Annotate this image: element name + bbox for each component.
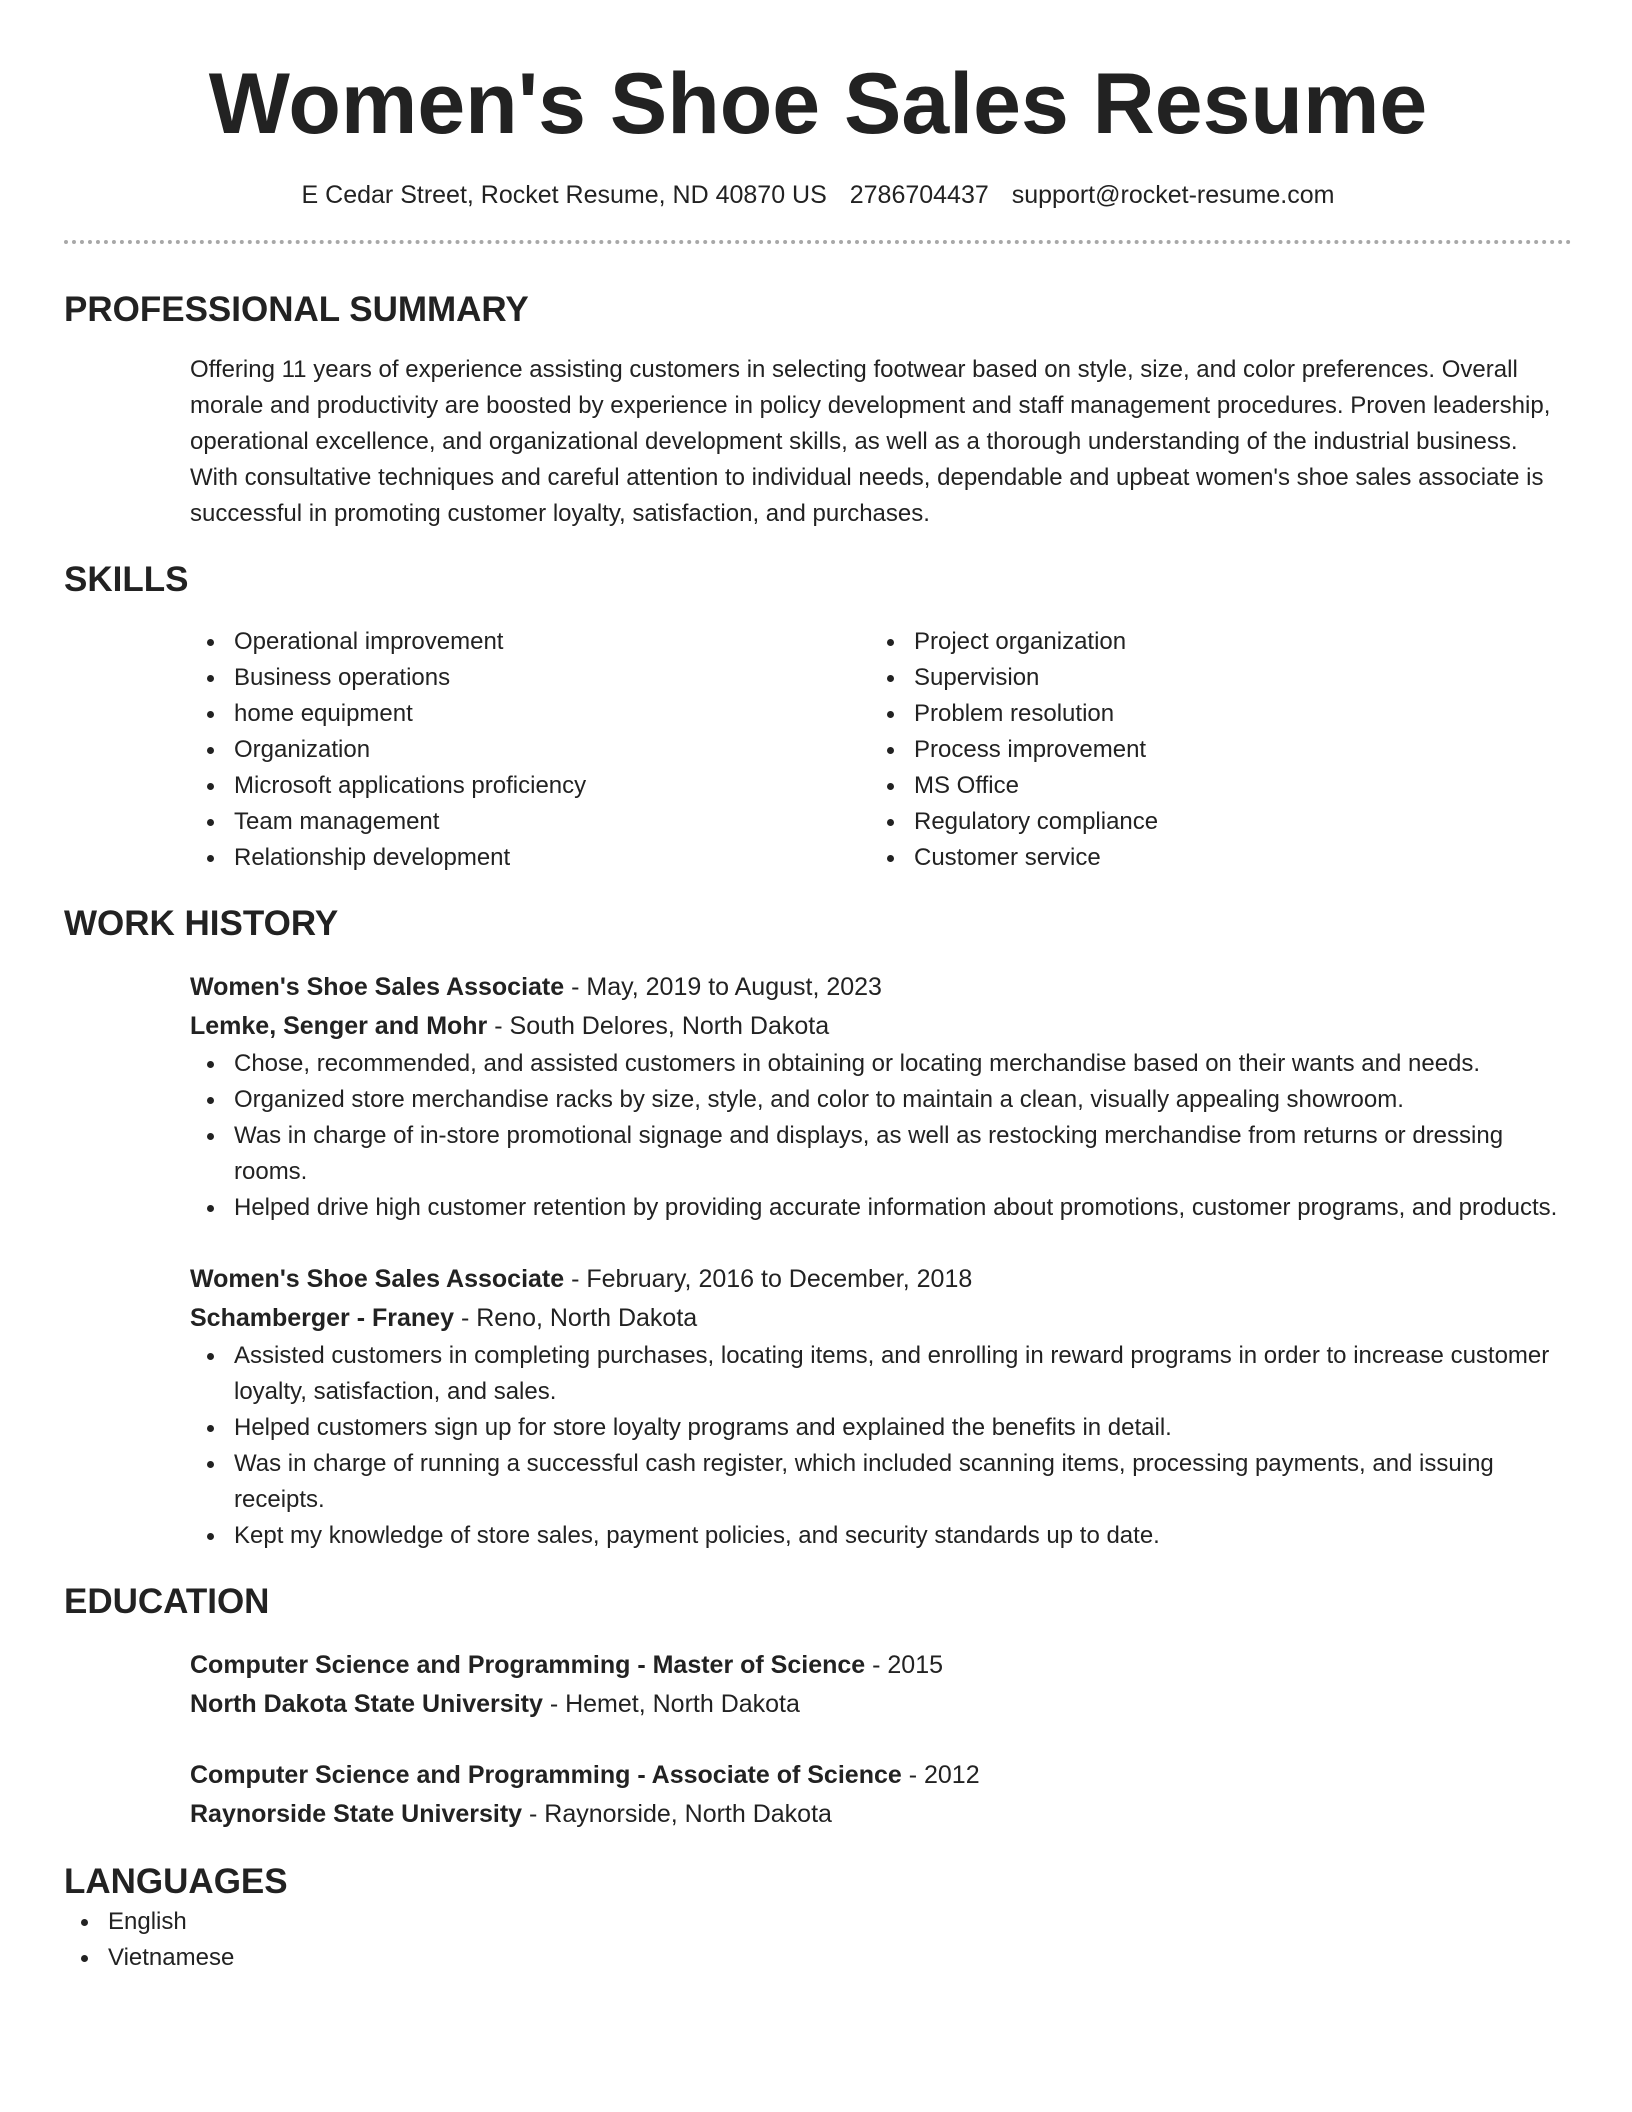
education-degree: Computer Science and Programming - Master of Science [190, 1651, 866, 1679]
job-entry [190, 1260, 1572, 1554]
summary-text: Offering 11 years of experience assisting customers in selecting footwear based on style, size, and color preferences. Overall morale and productivity are boosted by experience in policy development and staff management procedures. Proven leadership, operational excellence, and organizational development skills, as well as a thorough understanding of the industrial business. With consultative techniques and careful attention to individual needs, dependable and upbeat women's shoe sales associate is successful in promoting customer loyalty, satisfaction, and purchases. [190, 356, 1551, 527]
skill-item: Regulatory compliance [870, 804, 1550, 840]
education-school: Raynorside State University [190, 1800, 523, 1828]
education-degree: Computer Science and Programming - Associate of Science [190, 1761, 902, 1789]
skill-item: Problem resolution [870, 696, 1550, 732]
job-bullet: Helped drive high customer retention by providing accurate information about promotions, customer programs, and products. [190, 1190, 1572, 1226]
skill-item: Microsoft applications proficiency [190, 768, 870, 804]
skill-item: Operational improvement [190, 624, 870, 660]
education-entry [190, 1756, 1572, 1834]
language-list [64, 1904, 1572, 1976]
job-bullet: Was in charge of running a successful cash register, which included scanning items, processing payments, and issuing receipts. [190, 1446, 1572, 1518]
skills-column-right [870, 624, 1550, 876]
job-role-line [190, 1260, 1572, 1299]
skill-item: Business operations [190, 660, 870, 696]
job-entry [190, 968, 1572, 1226]
education-location: - Hemet, North Dakota [542, 1690, 800, 1718]
job-role: Women's Shoe Sales Associate [190, 973, 565, 1001]
job-bullet: Organized store merchandise racks by size, style, and color to maintain a clean, visually appealing showroom. [190, 1082, 1572, 1118]
job-location: - South Delores, North Dakota [487, 1012, 830, 1040]
education-entry [190, 1646, 1572, 1724]
language-item: English [64, 1904, 1572, 1940]
skill-item: Project organization [870, 624, 1550, 660]
education-school: North Dakota State University [190, 1690, 543, 1718]
education-year: - 2015 [865, 1651, 944, 1679]
resume-page [64, 0, 1572, 1976]
job-dates: - May, 2019 to August, 2023 [564, 973, 882, 1001]
job-company: Schamberger - Franey [190, 1304, 454, 1332]
skill-item: Organization [190, 732, 870, 768]
section-education [64, 1580, 1572, 1834]
section-title-education: EDUCATION [64, 1582, 270, 1621]
section-work-history [64, 902, 1572, 1554]
skills-column-left [190, 624, 870, 876]
job-company-line [190, 1007, 1572, 1046]
section-languages [64, 1860, 1572, 1976]
education-degree-line [190, 1756, 1572, 1795]
skill-item: Team management [190, 804, 870, 840]
skill-item: Customer service [870, 840, 1550, 876]
section-skills [64, 558, 1572, 876]
skill-item: Relationship development [190, 840, 870, 876]
job-bullet: Kept my knowledge of store sales, payment policies, and security standards up to date. [190, 1518, 1572, 1554]
header-divider [64, 240, 1572, 244]
education-degree-line [190, 1646, 1572, 1685]
skills-grid [190, 624, 1572, 876]
job-role-line [190, 968, 1572, 1007]
skill-item: MS Office [870, 768, 1550, 804]
job-bullets [190, 1338, 1572, 1554]
education-school-line [190, 1685, 1572, 1724]
skill-item: Process improvement [870, 732, 1550, 768]
job-location: - Reno, North Dakota [454, 1304, 698, 1332]
job-bullets [190, 1046, 1572, 1226]
skill-item: home equipment [190, 696, 870, 732]
skill-item: Supervision [870, 660, 1550, 696]
section-professional-summary [64, 288, 1572, 532]
education-school-line [190, 1795, 1572, 1834]
contact-line [64, 178, 1572, 212]
job-dates: - February, 2016 to December, 2018 [564, 1265, 973, 1293]
resume-title: Women's Shoe Sales Resume [208, 56, 1428, 152]
job-role: Women's Shoe Sales Associate [190, 1265, 565, 1293]
section-title-skills: SKILLS [64, 560, 189, 599]
job-bullet: Chose, recommended, and assisted customers in obtaining or locating merchandise based on their wants and needs. [190, 1046, 1572, 1082]
contact-email: support@rocket-resume.com [1011, 181, 1335, 209]
job-bullet: Assisted customers in completing purchases, locating items, and enrolling in reward programs in order to increase customer loyalty, satisfaction, and sales. [190, 1338, 1572, 1410]
job-company: Lemke, Senger and Mohr [190, 1012, 488, 1040]
education-year: - 2012 [901, 1761, 980, 1789]
contact-address: E Cedar Street, Rocket Resume, ND 40870 US [301, 181, 827, 209]
job-bullet: Helped customers sign up for store loyalty programs and explained the benefits in detail. [190, 1410, 1572, 1446]
section-title-work: WORK HISTORY [64, 904, 339, 943]
section-title-languages: LANGUAGES [64, 1862, 288, 1901]
section-title-summary: PROFESSIONAL SUMMARY [64, 290, 529, 329]
job-bullet: Was in charge of in-store promotional signage and displays, as well as restocking merchandise from returns or dressing rooms. [190, 1118, 1572, 1190]
education-location: - Raynorside, North Dakota [522, 1800, 832, 1828]
language-item: Vietnamese [64, 1940, 1572, 1976]
job-company-line [190, 1299, 1572, 1338]
contact-phone: 2786704437 [849, 181, 989, 209]
